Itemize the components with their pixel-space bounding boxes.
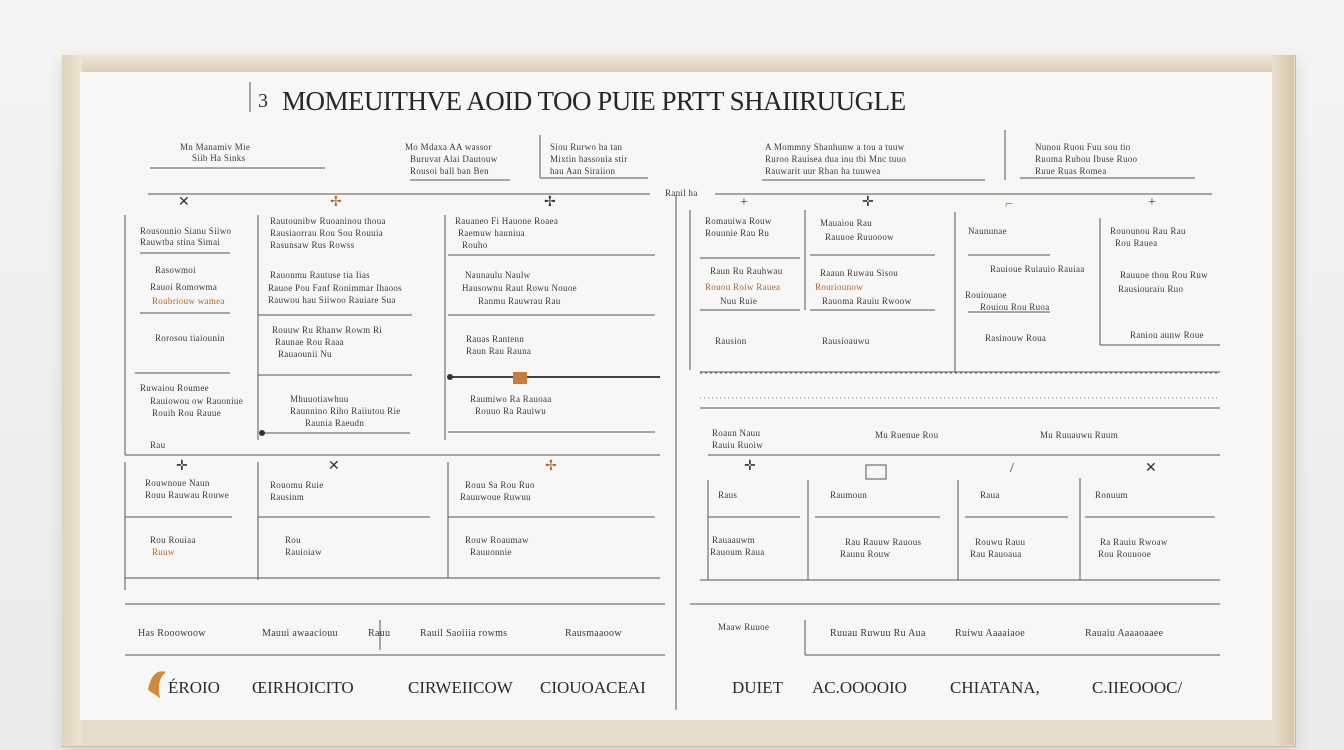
note-text: Rouu Rauwau Rouwe [145,490,230,500]
note-text: Naunaulu Naulw [465,270,531,280]
note-text: Rasinouw Roua [985,333,1047,343]
note-text: Rouuo Ra Rauiwu [475,406,546,416]
note-text: Ruwaiou Roumee [140,383,209,393]
note-text: Rausion [715,336,747,346]
note-text: Rouiou Rou Ruoa [980,302,1050,312]
note-text: Raun Rau Rauna [466,346,532,356]
cross-mark: ✕ [328,459,340,474]
bottom-label: Ruuau Ruwuu Ru Aua [830,628,926,639]
note-text: Rorosou tiaiounin [155,333,225,343]
note-text: Raniou aunw Roue [1130,330,1204,340]
axis-label: Ranil ha [665,188,698,198]
cross-mark: ✛ [744,459,756,474]
note-text: Mauaiou Rau [820,218,873,228]
header-note-3-l3: hau Aan Siraiion [550,166,616,176]
note-text: Rau Rauoaua [970,549,1022,559]
cross-mark: ✢ [545,459,557,474]
cross-mark: ✢ [330,195,342,210]
note-text: Rouiouaoe [965,290,1007,300]
note-text: Rauuoe Ruuooow [825,232,894,242]
bottom-label: Rauaiu Aaaaoaaee [1085,628,1164,639]
footer-label: C.IIEOOOC/ [1092,678,1183,697]
note-text: Rouho [462,240,488,250]
note-text: Hausownu Raut Rowu Nouoe [462,283,577,293]
header-note-2-l3: Rousoi ball ban Ben [410,166,489,176]
note-text: Rauoi Romowma [150,282,218,292]
header-note-1-l1: Mn Manamiv Mie [180,142,251,152]
bottom-label: Mauui awaaciouu [262,628,338,639]
note-text: Rouwu Rauu [975,537,1026,547]
note-text: Rouomu Ruie [270,480,324,490]
cross-mark: ✛ [176,459,188,474]
note-text: Roubriouw wamea [152,296,225,306]
flame-icon [148,671,166,698]
note-text: Rouriounow [815,282,863,292]
note-text: Rouou Roiw Rauea [705,282,781,292]
header-note-4-l1: A Mommny Shanhunw a tou a tuuw [765,142,905,152]
cross-mark: + [740,195,748,210]
note-text: Rou Rauea [1115,238,1158,248]
note-text: Raemuw hauniua [458,228,525,238]
note-text: Rauas Rantenn [466,334,525,344]
note-text: Rauwou hau Siiwoo Rauiare Sua [268,295,396,305]
bottom-label: Maaw Ruuoe [718,622,770,632]
note-text: Rouih Rou Rauue [152,408,221,418]
footer-label: CIOUOACEAI [540,678,646,697]
footer-label: CHIATANA, [950,678,1040,697]
note-text: Rou [285,535,301,545]
footer-label: ŒIRHOICITO [252,678,354,697]
note-text: Rausinm [270,492,305,502]
note-text: Naununae [968,226,1007,236]
note-text: Rauuwoue Ruwuu [460,492,531,502]
note-text: Raunnino Riho Raiiutou Rie [290,406,401,416]
bottom-label: Ruiwu Aaaaiaoe [955,628,1026,639]
note-text: Raaun Ruwau Sisou [820,268,899,278]
cross-mark: / [1010,461,1014,476]
note-text: Nuu Ruie [720,296,758,306]
header-note-1-l2: Siib Ha Sinks [192,153,246,163]
bottom-label: Rauil Saoiiia rowms [420,628,508,639]
note-text: Rauioiaw [285,547,322,557]
header-note-4-l3: Rauwarit uur Rhan ha tuuwea [765,166,881,176]
note-text: Raunae Rou Raaa [275,337,344,347]
note-text: Raun Ru Rauhwau [710,266,783,276]
note-text: Rouounou Rau Rau [1110,226,1186,236]
note-text: Rasowmoi [155,265,196,275]
note-text: Rauuonnie [470,547,512,557]
note-text: Ranmu Rauwrau Rau [478,296,561,306]
header-note-5-l2: Ruoma Rubou Ibuse Ruoo [1035,154,1138,164]
note-text: Rousounio Sianu Siiwo [140,226,232,236]
bottom-label: Rauu [368,628,391,639]
note-text: Rasunsaw Rus Rowss [270,240,355,250]
footer-label: ÉROIO [168,678,220,697]
note-text: Rauioue Ruiauio Rauiaa [990,264,1085,274]
note-text: Rauuoe thou Rou Ruw [1120,270,1208,280]
note-text: Rouuw Ru Rhanw Rowm Ri [272,325,383,335]
cross-mark: ✛ [862,195,874,210]
note-text: Rau Rauuw Rauous [845,537,922,547]
note-text: Rauwtba stina Simai [140,237,221,247]
header-note-3-l1: Siou Rurwo ha tan [550,142,623,152]
note-text: Raus [718,490,738,500]
note-text: Raumiwo Ra Rauoaa [470,394,552,404]
header-note-3-l2: Mixtin hassouia stir [550,154,628,164]
note-text: Rausiouraiu Ruo [1118,284,1184,294]
note-text: Rauaounii Nu [278,349,332,359]
cross-mark: ⌐ [1005,197,1013,212]
header-note-5-l3: Ruue Ruas Romea [1035,166,1107,176]
footer-label: AC.OOOOIO [812,678,907,697]
note-text: Rau [150,440,166,450]
note-text: Mu Ruenue Rou [875,430,939,440]
note-text: Rausiaorrau Rou Sou Rouuia [270,228,384,238]
bottom-label: Rausmaaoow [565,628,622,639]
header-note-5-l1: Nunou Ruou Fuu sou tio [1035,142,1131,152]
note-text: Rou Rouiaa [150,535,196,545]
note-text: Rautounibw Ruoaninou thoua [270,216,386,226]
note-text: Mhuuotiawhuu [290,394,349,404]
accent-marker [513,372,527,384]
title-prefix: 3 [258,90,268,112]
note-text: Rauaneo Fi Hauone Roaea [455,216,559,226]
cross-mark: ✢ [544,195,556,210]
note-text: Rouwnoue Naun [145,478,210,488]
note-text: Raumoun [830,490,868,500]
note-text: Rauoum Raua [710,547,765,557]
cross-mark: ✕ [1145,461,1157,476]
header-note-4-l2: Ruroo Rauisea dua inu tbi Mnc tuuo [765,154,907,164]
note-text: Roaun Nauu [712,428,761,438]
note-text: Rauoe Pou Fanf Ronimmar Ihaoos [268,283,402,293]
note-text: Ruuw [152,547,175,557]
note-text: Mu Ruuauwu Ruum [1040,430,1119,440]
note-text: Rauoma Rauiu Rwoow [822,296,912,306]
note-text: Rouw Roaumaw [465,535,529,545]
note-text: Rauiu Ruoiw [712,440,764,450]
footer-label: DUIET [732,678,783,697]
note-text: Rauiowou ow Rauoniue [150,396,243,406]
note-text: Raunia Raeudn [305,418,365,428]
page-title: MOMEUITHVE AOID TOO PUIE PRTT SHAIIRUUGLE [282,86,906,116]
note-text: Rouunie Rau Ru [705,228,770,238]
note-text: Raunu Rouw [840,549,891,559]
header-note-2-l2: Buruvat Alai Dautouw [410,154,498,164]
footer-label: CIRWEIICOW [408,678,513,697]
header-note-2-l1: Mo Mdaxa AA wassor [405,142,492,152]
note-text: Ronuum [1095,490,1128,500]
cross-mark: ✕ [178,195,190,210]
note-text: Ra Rauiu Rwoaw [1100,537,1168,547]
bottom-label: Has Rooowoow [138,628,206,639]
note-text: Raua [980,490,1000,500]
note-text: Rausioauwu [822,336,870,346]
note-text: Romauiwa Rouw [705,216,772,226]
note-text: Rouu Sa Rou Ruo [465,480,535,490]
cross-mark: + [1148,195,1156,210]
note-text: Rauonmu Rautuse tia Iias [270,270,370,280]
note-text: Rou Rouuooe [1098,549,1152,559]
note-text: Rauaauwm [712,535,755,545]
